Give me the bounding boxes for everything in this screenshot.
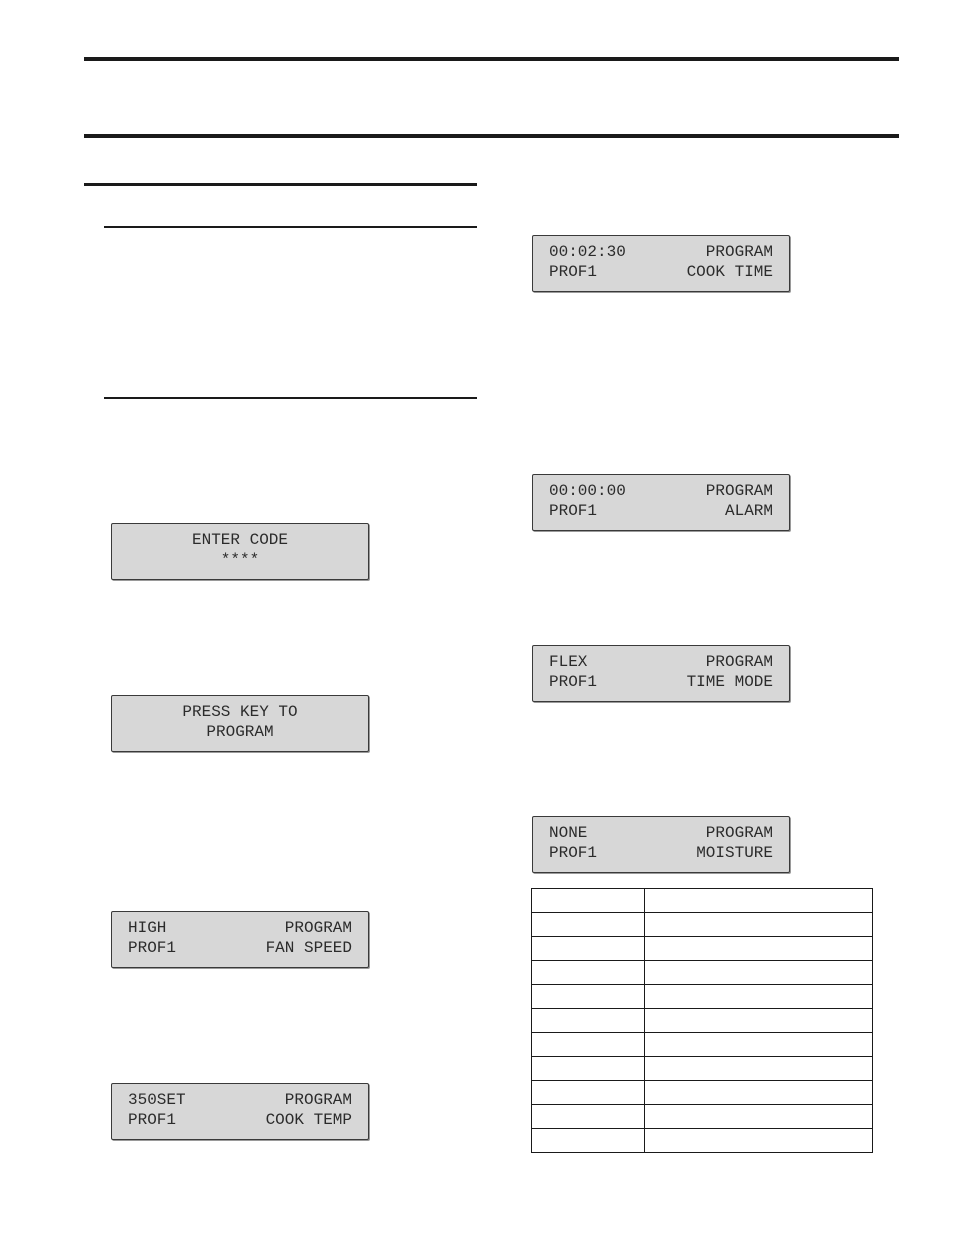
lcd-parameter: COOK TIME — [686, 263, 773, 281]
table-cell — [645, 1105, 873, 1129]
lcd-profile: PROF1 — [128, 1111, 177, 1129]
lcd-parameter: FAN SPEED — [265, 939, 352, 957]
moisture-table — [531, 888, 873, 1153]
table-row — [532, 961, 873, 985]
table-cell — [532, 1009, 645, 1033]
table-cell — [532, 937, 645, 961]
lcd-cook-time — [532, 235, 790, 292]
table-row — [532, 985, 873, 1009]
table-cell — [645, 889, 873, 913]
lcd-value: 00:02:30 — [549, 243, 626, 261]
lcd-time-mode — [532, 645, 790, 702]
table-row — [532, 1057, 873, 1081]
lcd-mode: PROGRAM — [705, 653, 773, 671]
table-cell — [532, 1033, 645, 1057]
lcd-profile: PROF1 — [549, 502, 598, 520]
lcd-line: **** — [220, 551, 260, 569]
lcd-profile: PROF1 — [128, 939, 177, 957]
header-rule-top — [84, 57, 899, 61]
lcd-profile: PROF1 — [549, 844, 598, 862]
lcd-profile: PROF1 — [549, 263, 598, 281]
lcd-parameter: TIME MODE — [686, 673, 773, 691]
table-row — [532, 913, 873, 937]
lcd-parameter: ALARM — [724, 502, 773, 520]
lcd-cook-temp — [111, 1083, 369, 1140]
table-cell — [532, 913, 645, 937]
table-cell — [645, 1081, 873, 1105]
table-row — [532, 1033, 873, 1057]
table-cell — [645, 961, 873, 985]
lcd-value: 00:00:00 — [549, 482, 626, 500]
lcd-alarm — [532, 474, 790, 531]
lcd-press-key — [111, 695, 369, 752]
lcd-mode: PROGRAM — [284, 919, 352, 937]
table-row — [532, 1129, 873, 1153]
table-cell — [532, 1105, 645, 1129]
lcd-mode: PROGRAM — [705, 824, 773, 842]
lcd-enter-code — [111, 523, 369, 580]
table-cell — [645, 985, 873, 1009]
lcd-value: FLEX — [549, 653, 588, 671]
lcd-parameter: MOISTURE — [696, 844, 773, 862]
table-cell — [532, 961, 645, 985]
table-cell — [645, 1057, 873, 1081]
lcd-mode: PROGRAM — [705, 243, 773, 261]
table-cell — [532, 1081, 645, 1105]
table-row — [532, 1081, 873, 1105]
table-row — [532, 1009, 873, 1033]
table-cell — [532, 985, 645, 1009]
lcd-line: PRESS KEY TO — [182, 703, 298, 721]
table-row — [532, 1105, 873, 1129]
table-cell — [532, 1129, 645, 1153]
table-cell — [532, 1057, 645, 1081]
table-row — [532, 937, 873, 961]
table-cell — [645, 937, 873, 961]
table-cell — [645, 1033, 873, 1057]
table-cell — [645, 913, 873, 937]
lcd-line: PROGRAM — [206, 723, 274, 741]
table-row — [532, 889, 873, 913]
lcd-value: 350SET — [128, 1091, 186, 1109]
lcd-parameter: COOK TEMP — [265, 1111, 352, 1129]
header-rule-bottom — [84, 134, 899, 138]
subsection-rule-1 — [104, 226, 477, 228]
lcd-profile: PROF1 — [549, 673, 598, 691]
table-cell — [532, 889, 645, 913]
lcd-line: ENTER CODE — [191, 531, 288, 549]
lcd-fan-speed — [111, 911, 369, 968]
lcd-mode: PROGRAM — [284, 1091, 352, 1109]
table-cell — [645, 1009, 873, 1033]
subsection-rule-2 — [104, 397, 477, 399]
section-rule — [84, 183, 477, 186]
table-cell — [645, 1129, 873, 1153]
lcd-mode: PROGRAM — [705, 482, 773, 500]
lcd-value: HIGH — [128, 919, 167, 937]
lcd-value: NONE — [549, 824, 588, 842]
lcd-moisture — [532, 816, 790, 873]
